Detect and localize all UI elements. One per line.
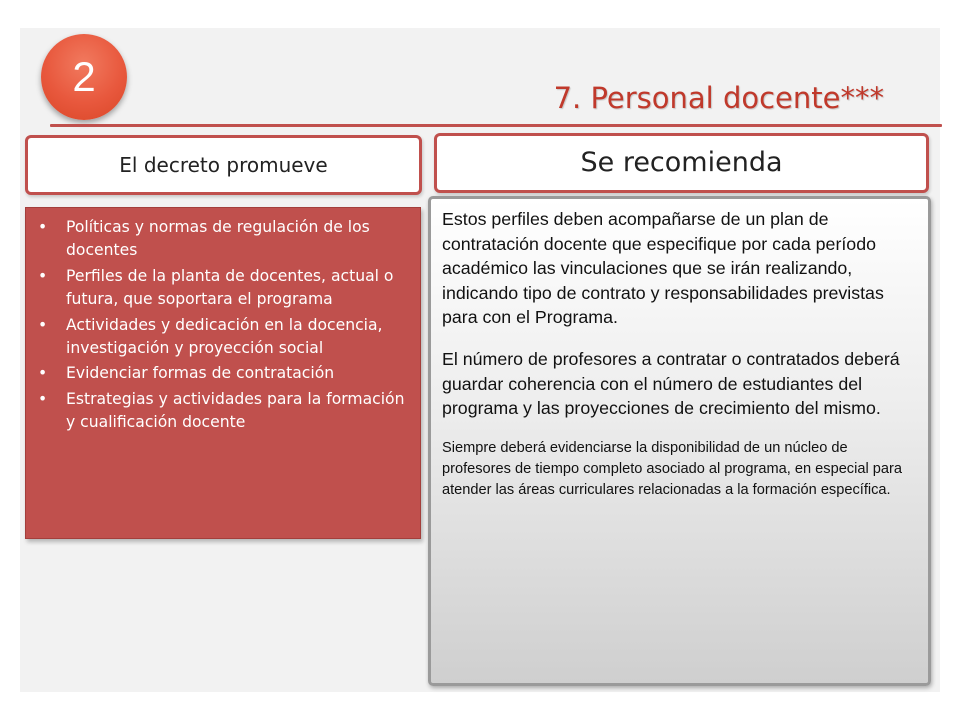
list-item — [36, 265, 408, 312]
list-item-text: Políticas y normas de regulación de los docentes — [66, 218, 370, 260]
list-item-text: Actividades y dedicación en la docencia, investigación y proyección social — [66, 315, 383, 358]
promoted-items-list — [36, 216, 408, 435]
recommendation-paragraph: Estos perfiles deben acompañarse de un plan de contratación docente que especifique por cada período académico las vinculaciones que se irán realizando, indicando tipo de contrato y responsabilidades previstas para con el Programa. — [442, 209, 884, 328]
paragraph-spacer — [442, 330, 920, 347]
slide-number-badge: 2 — [41, 34, 127, 120]
list-item — [36, 216, 408, 263]
bullet-icon: • — [38, 266, 48, 285]
recommendation-paragraph: El número de profesores a contratar o contratados deberá guardar coherencia con el número de estudiantes del programa y las proyecciones de crecimiento del mismo. — [442, 348, 900, 419]
left-panel-header: El decreto promueve — [25, 135, 422, 195]
right-panel-content — [428, 196, 931, 686]
bullet-icon: • — [38, 218, 48, 236]
right-panel-header: Se recomienda — [434, 133, 929, 193]
slide-title: 7. Personal docente*** — [553, 81, 884, 115]
left-panel-content — [25, 207, 421, 539]
list-item-text: Perfiles de la planta de docentes, actual o futura, que soportara el programa — [66, 266, 394, 309]
list-item — [36, 388, 408, 435]
list-item-text: Evidenciar formas de contratación — [66, 364, 335, 383]
list-item — [36, 314, 408, 361]
bullet-icon: • — [38, 315, 48, 334]
paragraph-spacer — [442, 421, 920, 438]
recommendation-note: Siempre deberá evidenciarse la disponibilidad de un núcleo de profesores de tiempo completo asociado al programa, en especial para atender las áreas curriculares relacionadas a la formación específica. — [442, 439, 902, 499]
title-divider — [50, 124, 942, 127]
bullet-icon: • — [38, 389, 48, 408]
list-item-text: Estrategias y actividades para la formación y cualificación docente — [66, 389, 405, 432]
bullet-icon: • — [38, 364, 48, 383]
list-item — [36, 362, 408, 385]
